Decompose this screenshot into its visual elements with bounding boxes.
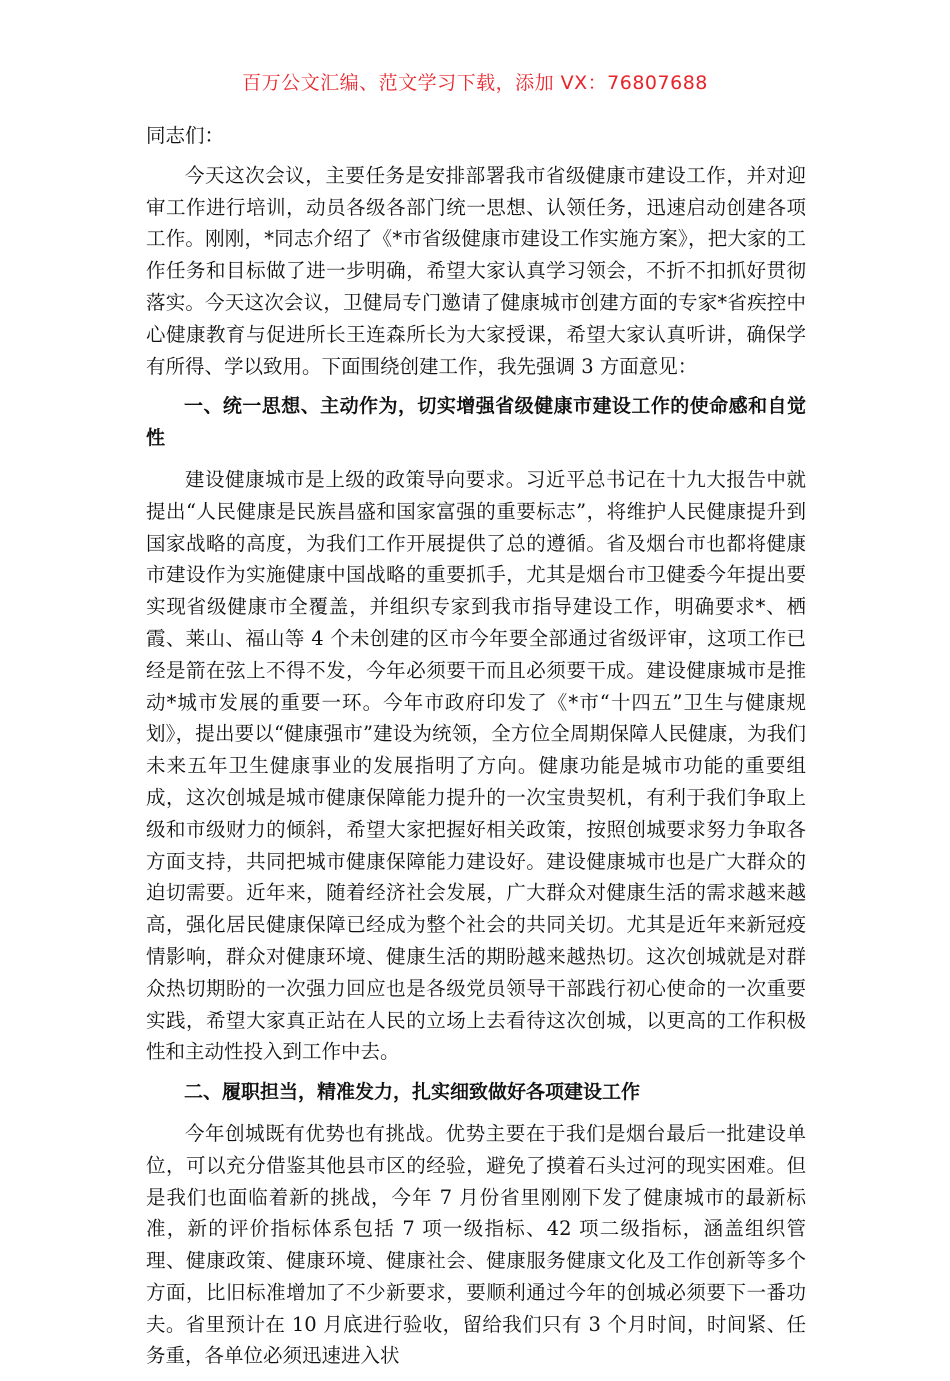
section-heading-1: 一、统一思想、主动作为，切实增强省级健康市建设工作的使命感和自觉性 <box>146 395 806 450</box>
header-banner: 百万公文汇编、范文学习下载，添加 VX：76807688 <box>242 72 708 94</box>
section-heading-2: 二、履职担当，精准发力，扎实细致做好各项建设工作 <box>184 1081 641 1104</box>
document-body <box>146 120 806 1381</box>
section-body-1: 建设健康城市是上级的政策导向要求。习近平总书记在十九大报告中就提出“人民健康是民族昌盛和国家富强的重要标志”，将维护人民健康提升到国家战略的高度，为我们工作开展提供了总的遵循。省及烟台市也都将健康市建设作为实施健康中国战略的重要抓手，尤其是烟台市卫健委今年提出要实现省级健康市全覆盖，并组织专家到我市指导建设工作，明确要求*、栖霞、莱山、福山等 4 个未创建的区市今年要全部通过省级评审，这项工作已经是箭在弦上不得不发，今年必须要干而且必须要干成。建设健康城市是推动*城市发展的重要一环。今年市政府印发了《*市“十四五”卫生与健康规划》，提出要以“健康强市”建设为统领，全方位全周期保障人民健康，为我们未来五年卫生健康事业的发展指明了方向。健康功能是城市功能的重要组成，这次创城是城市健康保障能力提升的一次宝贵契机，有利于我们争取上级和市级财力的倾斜，希望大家把握好相关政策，按照创城要求努力争取各方面支持，共同把城市健康保障能力建设好。建设健康城市也是广大群众的迫切需要。近年来，随着经济社会发展，广大群众对健康生活的需求越来越高，强化居民健康保障已经成为整个社会的共同关切。尤其是近年来新冠疫情影响，群众对健康环境、健康生活的期盼越来越热切。这次创城就是对群众热切期盼的一次强力回应也是各级党员领导干部践行初心使命的一次重要实践，希望大家真正站在人民的立场上去看待这次创城，以更高的工作积极性和主动性投入到工作中去。 <box>146 467 806 1064</box>
intro-paragraph: 今天这次会议，主要任务是安排部署我市省级健康市建设工作，并对迎审工作进行培训，动员各级各部门统一思想、认领任务，迅速启动创建各项工作。刚刚，*同志介绍了《*市省级健康市建设工作实施方案》，把大家的工作任务和目标做了进一步明确，希望大家认真学习领会，不折不扣抓好贯彻落实。今天这次会议，卫健局专门邀请了健康城市创建方面的专家*省疾控中心健康教育与促进所长王连森所长为大家授课，希望大家认真听讲，确保学有所得、学以致用。下面围绕创建工作，我先强调 3 方面意见： <box>146 163 806 378</box>
section-body-2: 今年创城既有优势也有挑战。优势主要在于我们是烟台最后一批建设单位，可以充分借鉴其他县市区的经验，避免了摸着石头过河的现实困难。但是我们也面临着新的挑战，今年 7 月份省里刚刚下发了健康城市的最新标准，新的评价指标体系包括 7 项一级指标、42 项二级指标，涵盖组织管理、健康政策、健康环境、健康社会、健康服务健康文化及工作创新等多个方面，比旧标准增加了不少新要求，要顺利通过今年的创城必须要下一番功夫。省里预计在 10 月底进行验收，留给我们只有 3 个月时间，时间紧、任务重，各单位必须迅速进入状 <box>146 1121 806 1368</box>
salutation: 同志们： <box>146 124 225 147</box>
